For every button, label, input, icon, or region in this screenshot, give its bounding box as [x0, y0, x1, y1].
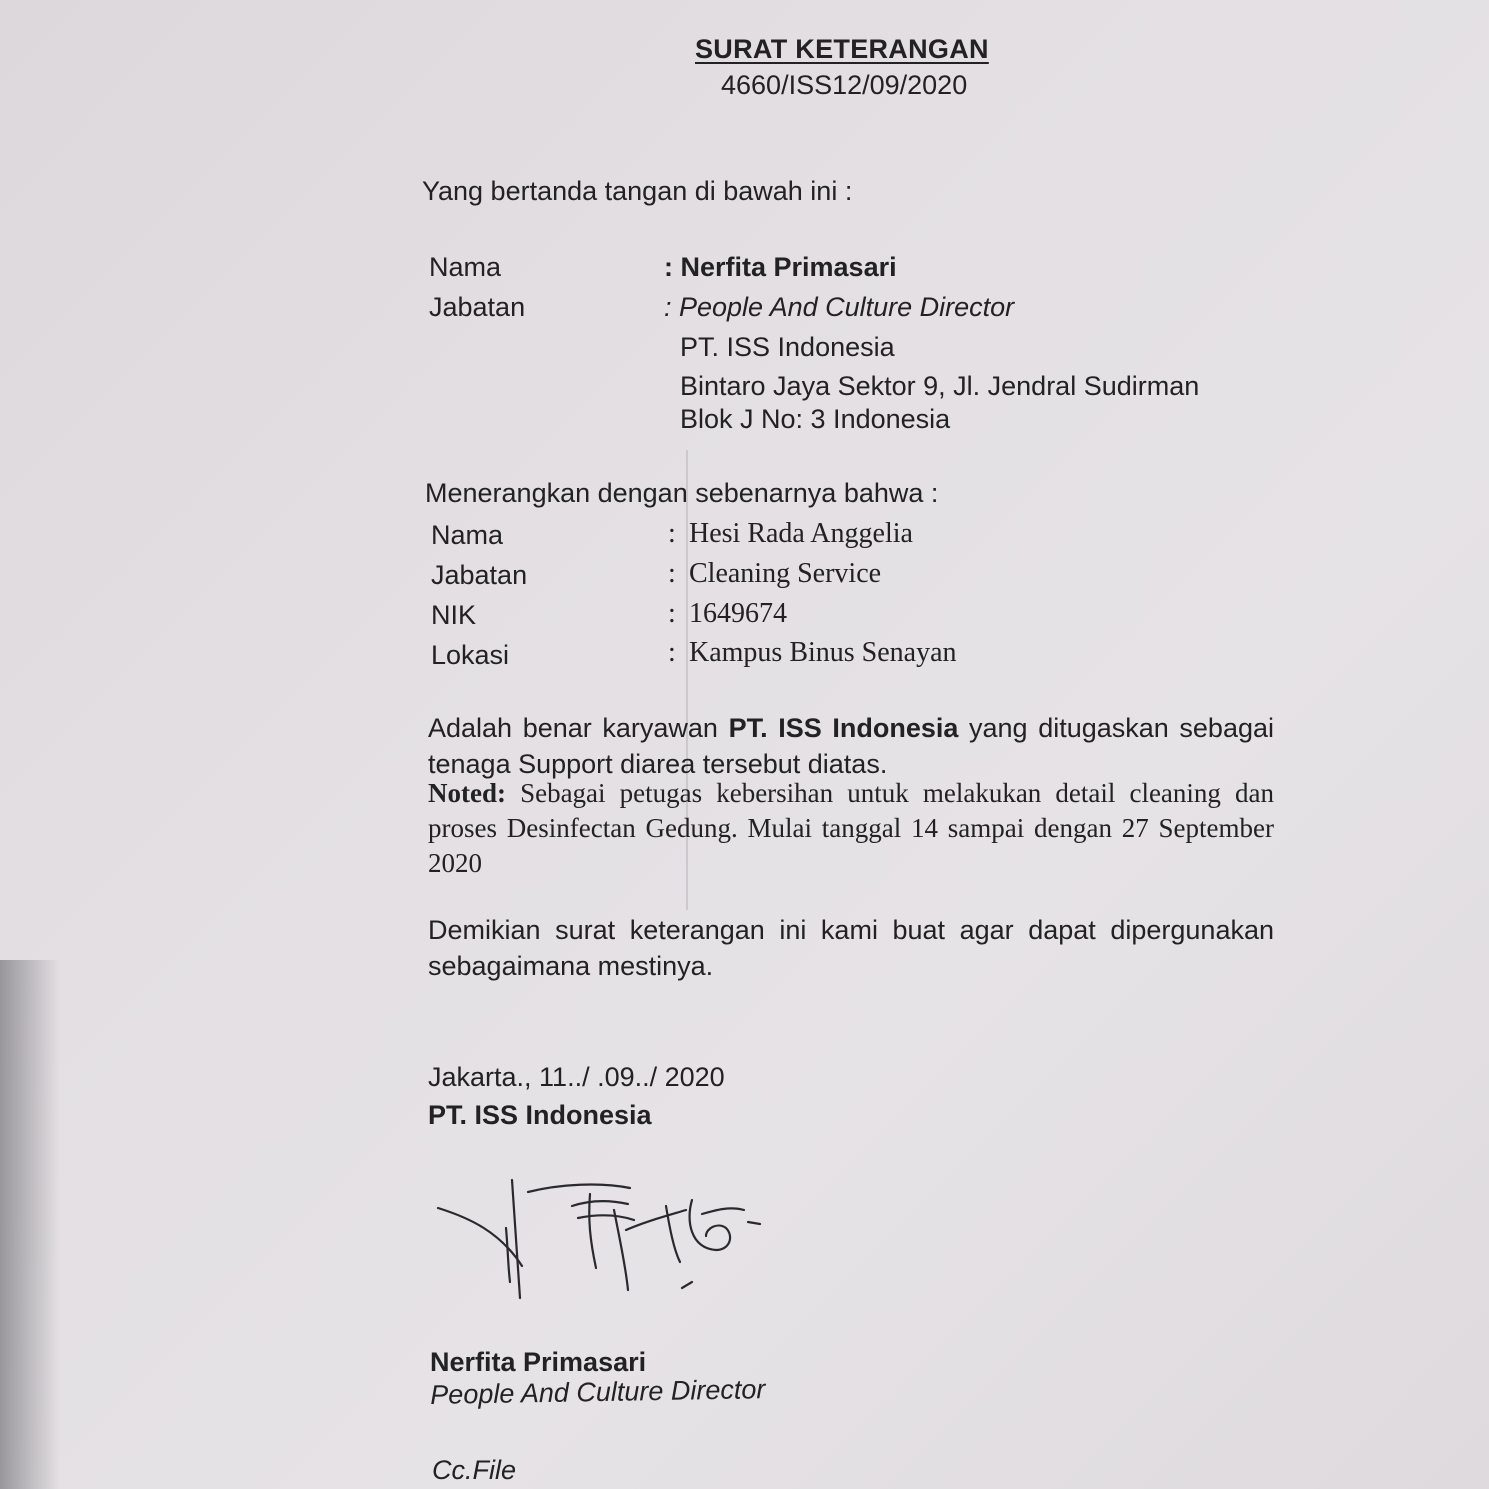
handwritten-signature — [430, 1170, 790, 1310]
employee-nik-colon: : — [668, 598, 676, 629]
cc-file: Cc.File — [432, 1455, 517, 1485]
page-shadow — [0, 960, 60, 1489]
employment-text-start: Adalah benar karyawan — [428, 713, 729, 743]
employee-nik-label: NIK — [431, 600, 477, 630]
employee-location-value: Kampus Binus Senayan — [689, 637, 957, 668]
employee-name-value: Hesi Rada Anggelia — [689, 518, 913, 549]
document-number: 4660/ISS12/09/2020 — [721, 70, 968, 100]
employee-name-label: Nama — [431, 520, 504, 550]
signer-address-line2: Blok J No: 3 Indonesia — [680, 404, 951, 434]
noted-paragraph — [428, 776, 1274, 881]
noted-label: Noted: — [428, 778, 506, 808]
employee-position-value: Cleaning Service — [689, 558, 882, 589]
employee-name-colon: : — [668, 518, 676, 549]
employment-company: PT. ISS Indonesia — [728, 713, 959, 743]
employee-location-label: Lokasi — [431, 640, 510, 670]
statement-intro: Menerangkan dengan sebenarnya bahwa : — [425, 478, 939, 508]
employment-paragraph — [428, 710, 1274, 782]
signer-position-value: : People And Culture Director — [664, 292, 1015, 322]
place-date: Jakarta., 11../ .09../ 2020 — [428, 1062, 725, 1092]
noted-text: Sebagai petugas kebersihan untuk melakukan detail cleaning dan proses Desinfectan Gedung. Mulai tanggal 14 sampai dengan 27 September 2020 — [428, 778, 1274, 878]
signer-position-label: Jabatan — [429, 292, 526, 322]
signer-title: People And Culture Director — [430, 1374, 766, 1410]
signer-company: PT. ISS Indonesia — [680, 332, 895, 362]
employee-location-colon: : — [668, 637, 676, 668]
employee-position-label: Jabatan — [431, 560, 528, 590]
intro-text: Yang bertanda tangan di bawah ini : — [422, 176, 853, 206]
footer-company: PT. ISS Indonesia — [428, 1100, 652, 1130]
document-title: SURAT KETERANGAN — [695, 34, 989, 64]
closing-paragraph: Demikian surat keterangan ini kami buat agar dapat dipergunakan sebagaimana mestinya. — [428, 915, 1274, 981]
employment-text-end: yang ditugaskan sebagai tenaga Support diarea tersebut diatas. — [428, 713, 1274, 779]
employee-position-colon: : — [668, 558, 676, 589]
employee-nik-value: 1649674 — [689, 598, 787, 629]
signer-address-line1: Bintaro Jaya Sektor 9, Jl. Jendral Sudirman — [680, 371, 1200, 401]
signer-name-value: : Nerfita Primasari — [664, 252, 897, 282]
signer-name-label: Nama — [429, 252, 502, 282]
signer-name: Nerfita Primasari — [430, 1347, 647, 1377]
